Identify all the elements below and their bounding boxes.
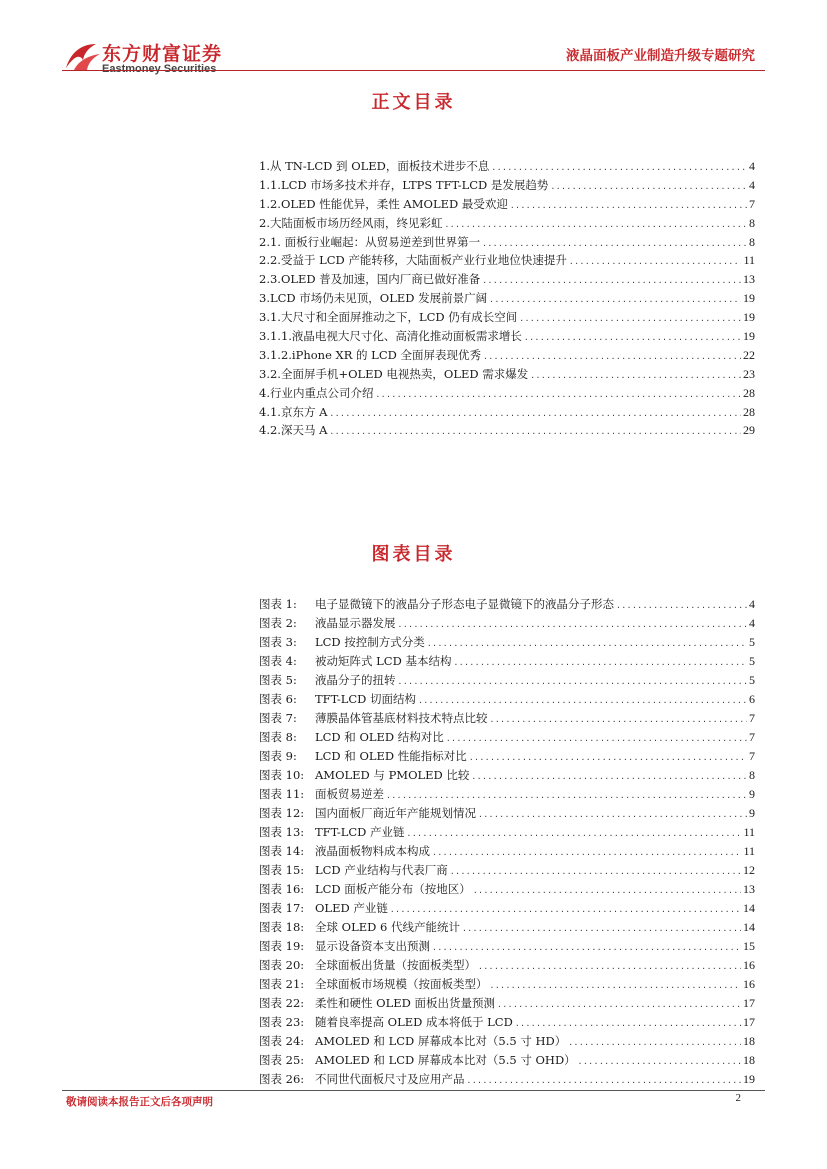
figure-number: 图表 21: <box>259 977 305 991</box>
page-ref: 4 <box>749 177 755 192</box>
figure-entry[interactable] <box>259 785 755 804</box>
brand-name-cn: 东方财富证券 <box>102 43 223 65</box>
page-ref: 12 <box>743 863 755 877</box>
figure-number: 图表 9: <box>259 749 297 763</box>
figure-entry[interactable] <box>259 652 755 671</box>
dot-leader <box>386 786 747 805</box>
page-ref: 7 <box>749 196 755 211</box>
figure-number: 图表 18: <box>259 920 305 934</box>
dot-leader <box>473 881 741 900</box>
toc-list <box>259 157 755 440</box>
toc-entry[interactable] <box>259 346 755 365</box>
figure-label: 被动矩阵式 LCD 基本结构 <box>315 654 452 668</box>
figure-label: LCD 产业结构与代表厂商 <box>315 863 448 877</box>
page-ref: 18 <box>743 1053 755 1067</box>
figure-number: 图表 15: <box>259 863 305 877</box>
dot-leader <box>530 367 741 386</box>
page-ref: 8 <box>749 234 755 249</box>
figure-number: 图表 14: <box>259 844 305 858</box>
dot-leader <box>407 824 742 843</box>
figure-entry[interactable] <box>259 709 755 728</box>
toc-entry-label: 3.1.1.液晶电视大尺寸化、高清化推动面板需求增长 <box>259 329 522 344</box>
figure-entry[interactable] <box>259 1070 755 1089</box>
dot-leader <box>453 653 747 672</box>
figure-number: 图表 7: <box>259 711 297 725</box>
figure-entry[interactable] <box>259 937 755 956</box>
dot-leader <box>569 253 742 272</box>
dot-leader <box>446 729 747 748</box>
dot-leader <box>550 178 747 197</box>
dot-leader <box>568 1033 741 1052</box>
dot-leader <box>510 197 747 216</box>
figure-label: 全球 OLED 6 代线产能统计 <box>315 920 460 934</box>
dot-leader <box>482 272 741 291</box>
dot-leader <box>375 386 741 405</box>
figure-label: 全球面板市场规模（按面板类型） <box>315 977 488 991</box>
page-ref: 16 <box>743 977 755 991</box>
figure-number: 图表 3: <box>259 635 297 649</box>
figure-number: 图表 4: <box>259 654 297 668</box>
page-ref: 11 <box>743 825 755 839</box>
figure-entry[interactable] <box>259 823 755 842</box>
figure-entry[interactable] <box>259 861 755 880</box>
figure-label: 电子显微镜下的液晶分子形态电子显微镜下的液晶分子形态 <box>315 597 614 611</box>
page-ref: 4 <box>749 597 755 611</box>
dot-leader <box>398 615 748 634</box>
figure-entry[interactable] <box>259 994 755 1013</box>
dot-leader <box>478 805 747 824</box>
figure-label: 全球面板出货量（按面板类型） <box>315 958 476 972</box>
toc-entry-label: 3.1.大尺寸和全面屏推动之下，LCD 仍有成长空间 <box>259 310 518 325</box>
page-ref: 7 <box>749 711 755 725</box>
figure-label: 显示设备资本支出预测 <box>315 939 430 953</box>
page-number: 2 <box>735 1092 741 1104</box>
dot-leader <box>515 1014 741 1033</box>
figure-label: 国内面板厂商近年产能规划情况 <box>315 806 476 820</box>
figure-entry[interactable] <box>259 1051 755 1070</box>
toc-entry[interactable] <box>259 195 755 214</box>
page-ref: 28 <box>743 404 755 419</box>
dot-leader <box>490 976 742 995</box>
page-ref: 5 <box>749 654 755 668</box>
brand-name-en: Eastmoney Securities <box>102 63 217 75</box>
figure-label: LCD 面板产能分布（按地区） <box>315 882 471 896</box>
figure-entry[interactable] <box>259 956 755 975</box>
figure-entry[interactable] <box>259 595 755 614</box>
figure-label: AMOLED 与 PMOLED 比较 <box>315 768 470 782</box>
toc-entry-label: 4.行业内重点公司介绍 <box>259 385 374 400</box>
dot-leader <box>524 329 741 348</box>
page-ref: 19 <box>743 329 755 344</box>
toc-entry[interactable] <box>259 289 755 308</box>
figure-number: 图表 23: <box>259 1015 305 1029</box>
dot-leader <box>444 216 747 235</box>
figure-entry[interactable] <box>259 747 755 766</box>
figures-list <box>259 595 755 1089</box>
figure-number: 图表 20: <box>259 958 305 972</box>
page-ref: 22 <box>743 347 755 362</box>
page-ref: 16 <box>743 958 755 972</box>
page-ref: 19 <box>743 310 755 325</box>
toc-entry[interactable] <box>259 384 755 403</box>
dot-leader <box>427 634 747 653</box>
figure-number: 图表 6: <box>259 692 297 706</box>
figure-number: 图表 8: <box>259 730 297 744</box>
eastmoney-logo-icon <box>62 40 104 74</box>
page-ref: 9 <box>749 787 755 801</box>
dot-leader <box>489 291 741 310</box>
page-ref: 5 <box>749 673 755 687</box>
page-ref: 18 <box>743 1034 755 1048</box>
dot-leader <box>497 995 741 1014</box>
page-ref: 19 <box>743 1072 755 1086</box>
dot-leader <box>329 405 741 424</box>
dot-leader <box>450 862 741 881</box>
toc-entry-label: 1.2.OLED 性能优异，柔性 AMOLED 最受欢迎 <box>259 196 508 211</box>
toc-entry[interactable] <box>259 308 755 327</box>
figure-entry[interactable] <box>259 880 755 899</box>
figure-entry[interactable] <box>259 975 755 994</box>
dot-leader <box>469 748 747 767</box>
figure-label: AMOLED 和 LCD 屏幕成本比对（5.5 寸 HD） <box>315 1034 567 1048</box>
toc-entry[interactable] <box>259 233 755 252</box>
figure-number: 图表 24: <box>259 1034 305 1048</box>
toc-entry[interactable] <box>259 176 755 195</box>
toc-entry[interactable] <box>259 214 755 233</box>
dot-leader <box>432 938 741 957</box>
figure-label: 面板贸易逆差 <box>315 787 384 801</box>
dot-leader <box>462 919 741 938</box>
page-ref: 14 <box>743 920 755 934</box>
figure-label: 柔性和硬性 OLED 面板出货量预测 <box>315 996 495 1010</box>
page-ref: 4 <box>749 159 755 173</box>
dot-leader <box>519 310 741 329</box>
figure-label: LCD 和 OLED 结构对比 <box>315 730 444 744</box>
figure-label: LCD 和 OLED 性能指标对比 <box>315 749 467 763</box>
toc-entry[interactable] <box>259 251 755 270</box>
dot-leader <box>432 843 741 862</box>
page-ref: 11 <box>743 253 755 268</box>
figure-entry[interactable] <box>259 671 755 690</box>
figure-number: 图表 12: <box>259 806 305 820</box>
figure-label: OLED 产业链 <box>315 901 388 915</box>
figure-entry[interactable] <box>259 804 755 823</box>
page-ref: 15 <box>743 939 755 953</box>
page-ref: 5 <box>749 635 755 649</box>
toc-entry-label: 2.大陆面板市场历经风雨，终见彩虹 <box>259 215 443 230</box>
figure-label: 随着良率提高 OLED 成本将低于 LCD <box>315 1015 513 1029</box>
figure-entry[interactable] <box>259 918 755 937</box>
footer-disclaimer: 敬请阅读本报告正文后各项声明 <box>66 1096 213 1108</box>
toc-entry-label: 4.2.深天马 A <box>259 423 328 438</box>
figure-label: TFT-LCD 产业链 <box>315 825 405 839</box>
figure-entry[interactable] <box>259 633 755 652</box>
page-ref: 13 <box>743 882 755 896</box>
dot-leader <box>578 1052 741 1071</box>
company-logo <box>62 38 242 78</box>
page-ref: 9 <box>749 806 755 820</box>
figure-number: 图表 2: <box>259 616 297 630</box>
figure-number: 图表 5: <box>259 673 297 687</box>
figure-entry[interactable] <box>259 766 755 785</box>
page-ref: 14 <box>743 901 755 915</box>
figure-entry[interactable] <box>259 1032 755 1051</box>
toc-entry-label: 3.LCD 市场仍未见顶，OLED 发展前景广阔 <box>259 291 488 306</box>
header-divider <box>62 70 765 71</box>
figure-label: 液晶面板物料成本构成 <box>315 844 430 858</box>
page-ref: 28 <box>743 385 755 400</box>
figure-entry[interactable] <box>259 728 755 747</box>
figure-entry[interactable] <box>259 1013 755 1032</box>
dot-leader <box>616 596 747 615</box>
dot-leader <box>467 1071 742 1090</box>
figure-number: 图表 19: <box>259 939 305 953</box>
page-ref: 8 <box>749 215 755 230</box>
figure-entry[interactable] <box>259 614 755 633</box>
figure-number: 图表 11: <box>259 787 305 801</box>
figure-label: AMOLED 和 LCD 屏幕成本比对（5.5 寸 OHD） <box>315 1053 576 1067</box>
toc-entry-label: 1.1.LCD 市场多技术并存，LTPS TFT-LCD 是发展趋势 <box>259 177 549 192</box>
toc-entry[interactable] <box>259 365 755 384</box>
page-ref: 7 <box>749 730 755 744</box>
toc-entry-label: 2.1. 面板行业崛起：从贸易逆差到世界第一 <box>259 234 481 249</box>
figure-label: 不同世代面板尺寸及应用产品 <box>315 1072 465 1086</box>
toc-entry[interactable] <box>259 403 755 422</box>
dot-leader <box>490 710 748 729</box>
dot-leader <box>329 423 741 442</box>
toc-title: 正文目录 <box>371 92 456 113</box>
figure-label: LCD 按控制方式分类 <box>315 635 425 649</box>
toc-entry-label: 4.1.京东方 A <box>259 404 328 419</box>
toc-entry[interactable] <box>259 157 755 176</box>
page-ref: 6 <box>749 692 755 706</box>
dot-leader <box>398 672 748 691</box>
toc-entry-label: 1.从 TN-LCD 到 OLED，面板技术进步不息 <box>259 159 490 173</box>
figure-number: 图表 17: <box>259 901 305 915</box>
page-ref: 17 <box>743 996 755 1010</box>
figure-number: 图表 26: <box>259 1072 305 1086</box>
page-ref: 4 <box>749 616 755 630</box>
figure-label: 薄膜晶体管基底材料技术特点比较 <box>315 711 488 725</box>
toc-entry-label: 2.3.OLED 普及加速，国内厂商已做好准备 <box>259 272 481 287</box>
toc-entry[interactable] <box>259 270 755 289</box>
figure-number: 图表 16: <box>259 882 305 896</box>
figure-number: 图表 25: <box>259 1053 305 1067</box>
figure-entry[interactable] <box>259 842 755 861</box>
dot-leader <box>478 957 741 976</box>
page-ref: 11 <box>743 844 755 858</box>
page-ref: 7 <box>749 749 755 763</box>
figure-entry[interactable] <box>259 690 755 709</box>
figure-label: 液晶分子的扭转 <box>315 673 396 687</box>
toc-entry-label: 3.2.全面屏手机+OLED 电视热卖，OLED 需求爆发 <box>259 366 529 381</box>
page-ref: 19 <box>743 291 755 306</box>
toc-entry[interactable] <box>259 421 755 440</box>
figure-label: TFT-LCD 切面结构 <box>315 692 417 706</box>
page-ref: 13 <box>743 272 755 287</box>
toc-entry-label: 2.2.受益于 LCD 产能转移，大陆面板产业行业地位快速提升 <box>259 253 567 268</box>
dot-leader <box>418 691 747 710</box>
page-ref: 17 <box>743 1015 755 1029</box>
toc-entry[interactable] <box>259 327 755 346</box>
page-ref: 23 <box>743 366 755 381</box>
footer-divider <box>62 1090 765 1091</box>
figure-number: 图表 1: <box>259 597 297 611</box>
figure-entry[interactable] <box>259 899 755 918</box>
report-title: 液晶面板产业制造升级专题研究 <box>566 48 755 64</box>
page-ref: 8 <box>749 768 755 782</box>
figure-label: 液晶显示器发展 <box>315 616 396 630</box>
figure-number: 图表 13: <box>259 825 305 839</box>
page-ref: 29 <box>743 423 755 438</box>
figure-number: 图表 22: <box>259 996 305 1010</box>
dot-leader <box>471 767 747 786</box>
figure-number: 图表 10: <box>259 768 305 782</box>
dot-leader <box>390 900 741 919</box>
figures-title: 图表目录 <box>371 544 456 565</box>
toc-entry-label: 3.1.2.iPhone XR 的 LCD 全面屏表现优秀 <box>259 347 481 362</box>
